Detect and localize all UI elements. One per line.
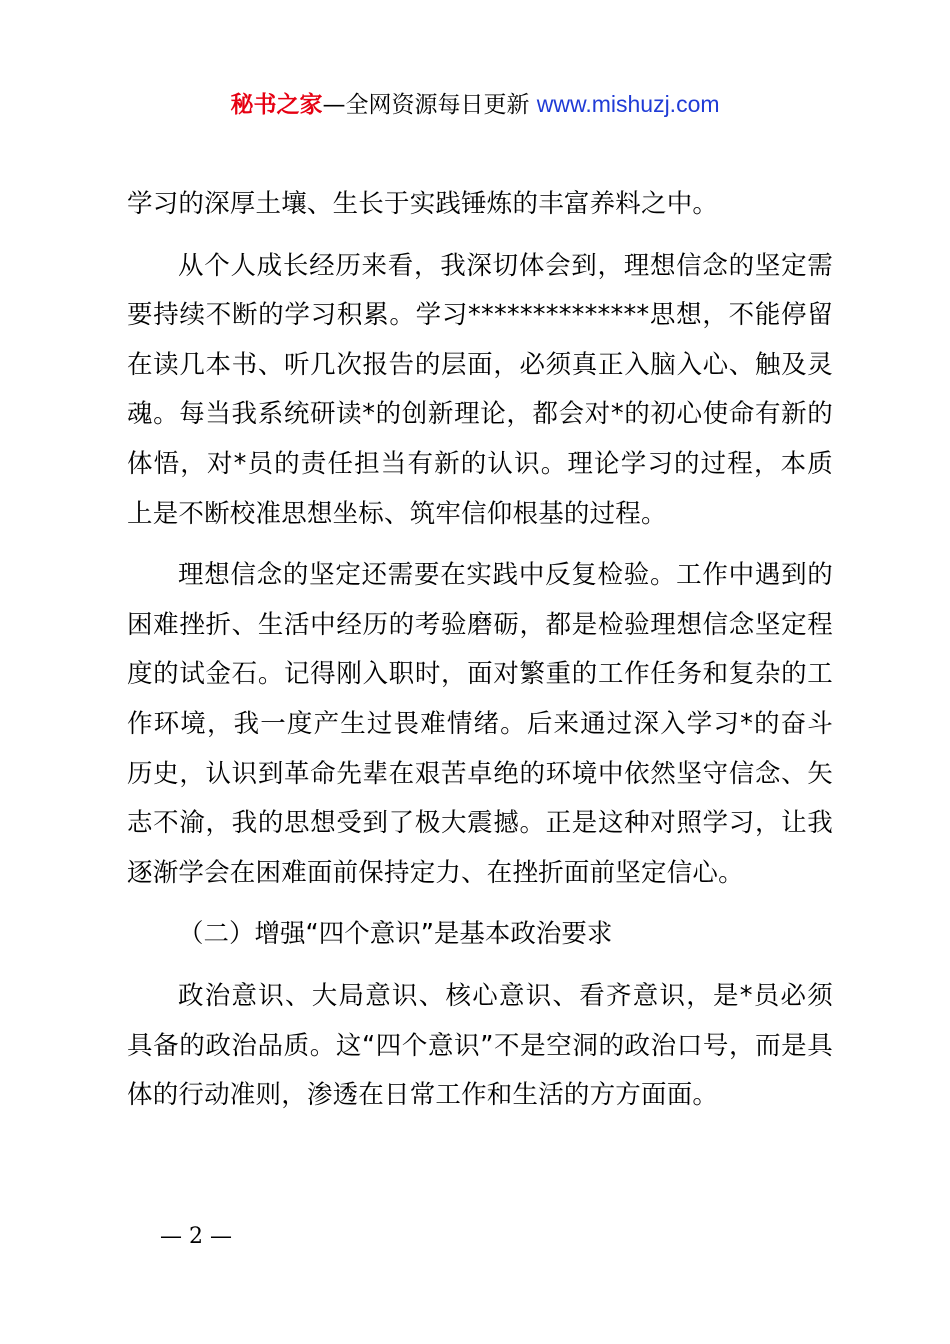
document-body [127,180,833,1121]
header-tagline: —全网资源每日更新 [322,92,537,118]
header-url-link[interactable]: www.mishuzj.com [536,91,720,117]
watermark-header [0,86,950,123]
paragraph-four-consciousness: 政治意识、大局意识、核心意识、看齐意识，是*员必须具备的政治品质。这“四个意识”不是空洞的政治口号，而是具体的行动准则，渗透在日常工作和生活的方方面面。 [127,980,833,1111]
page-number: — 2 — [160,1224,232,1249]
paragraph-personal-growth: 从个人成长经历来看，我深切体会到，理想信念的坚定需要持续不断的学习积累。学习**************思想，不能停留在读几本书、听几次报告的层面，必须真正入脑入心、触及灵魂。每当我系统研读*的创新理论，都会对*的初心使命有新的体悟，对*员的责任担当有新的认识。理论学习的过程，本质上是不断校准思想坐标、筑牢信仰根基的过程。 [127,250,833,529]
brand-name: 秘书之家 [230,92,323,118]
paragraph-practice-test: 理想信念的坚定还需要在实践中反复检验。工作中遇到的困难挫折、生活中经历的考验磨砺，都是检验理想信念坚定程度的试金石。记得刚入职时，面对繁重的工作任务和复杂的工作环境，我一度产生过畏难情绪。后来通过深入学习*的奋斗历史，认识到革命先辈在艰苦卓绝的环境中依然坚守信念、矢志不渝，我的思想受到了极大震撼。正是这种对照学习，让我逐渐学会在困难面前保持定力、在挫折面前坚定信心。 [127,560,833,888]
paragraph-continuation: 学习的深厚土壤、生长于实践锤炼的丰富养料之中。 [127,189,719,219]
section-heading: （二）增强“四个意识”是基本政治要求 [178,919,613,950]
